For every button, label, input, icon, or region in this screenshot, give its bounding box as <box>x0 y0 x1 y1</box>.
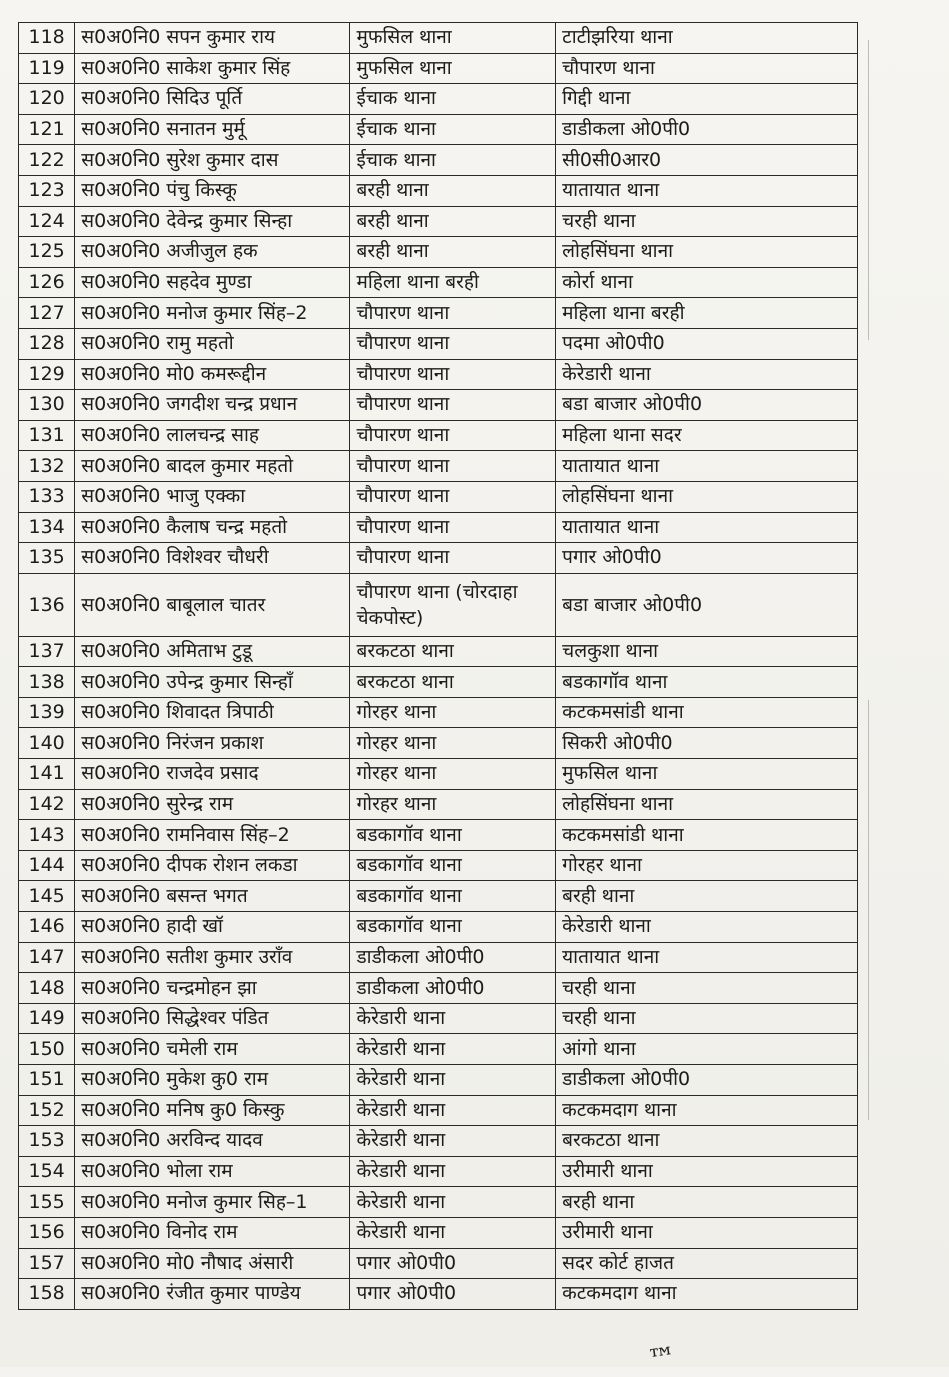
officer-name-cell: स0अ0नि0 मुकेश कु0 राम <box>75 1065 350 1096</box>
from-station-cell: मुफसिल थाना <box>350 23 556 54</box>
from-station-cell: चौपारण थाना <box>350 298 556 329</box>
from-station-cell: बडकागॉव थाना <box>350 820 556 851</box>
to-station-cell: चरही थाना <box>556 1003 858 1034</box>
to-station-cell: यातायात थाना <box>556 175 858 206</box>
serial-number-cell: 133 <box>19 481 75 512</box>
table-row <box>19 1156 858 1187</box>
officer-name-cell: स0अ0नि0 रामु महतो <box>75 328 350 359</box>
table-row <box>19 267 858 298</box>
from-station-cell: बरकटठा थाना <box>350 667 556 698</box>
serial-number-cell: 156 <box>19 1217 75 1248</box>
serial-number-cell: 143 <box>19 820 75 851</box>
from-station-cell: बडकागॉव थाना <box>350 881 556 912</box>
from-station-cell: केरेडारी थाना <box>350 1187 556 1218</box>
officer-name-cell: स0अ0नि0 चमेली राम <box>75 1034 350 1065</box>
table-row <box>19 1217 858 1248</box>
from-station-cell: गोरहर थाना <box>350 728 556 759</box>
officer-name-cell: स0अ0नि0 सपन कुमार राय <box>75 23 350 54</box>
serial-number-cell: 122 <box>19 145 75 176</box>
from-station-cell: चौपारण थाना <box>350 420 556 451</box>
from-station-cell: गोरहर थाना <box>350 789 556 820</box>
table-row <box>19 512 858 543</box>
serial-number-cell: 129 <box>19 359 75 390</box>
from-station-cell: केरेडारी थाना <box>350 1003 556 1034</box>
to-station-cell: बरकटठा थाना <box>556 1126 858 1157</box>
from-station-cell: बरही थाना <box>350 237 556 268</box>
from-station-cell: डाडीकला ओ0पी0 <box>350 942 556 973</box>
table-row <box>19 850 858 881</box>
officer-name-cell: स0अ0नि0 राजदेव प्रसाद <box>75 759 350 790</box>
serial-number-cell: 137 <box>19 636 75 667</box>
officer-name-cell: स0अ0नि0 कैलाष चन्द्र महतो <box>75 512 350 543</box>
table-row <box>19 912 858 943</box>
from-station-cell: ईचाक थाना <box>350 145 556 176</box>
serial-number-cell: 145 <box>19 881 75 912</box>
table-row <box>19 84 858 115</box>
serial-number-cell: 119 <box>19 53 75 84</box>
from-station-cell: पगार ओ0पी0 <box>350 1279 556 1310</box>
table-row <box>19 636 858 667</box>
from-station-cell: चौपारण थाना <box>350 359 556 390</box>
officer-name-cell: स0अ0नि0 लालचन्द्र साह <box>75 420 350 451</box>
serial-number-cell: 120 <box>19 84 75 115</box>
to-station-cell: कटकमदाग थाना <box>556 1279 858 1310</box>
serial-number-cell: 152 <box>19 1095 75 1126</box>
serial-number-cell: 126 <box>19 267 75 298</box>
officer-name-cell: स0अ0नि0 उपेन्द्र कुमार सिन्हाँ <box>75 667 350 698</box>
table-row <box>19 481 858 512</box>
serial-number-cell: 121 <box>19 114 75 145</box>
officer-name-cell: स0अ0नि0 सतीश कुमार उराँव <box>75 942 350 973</box>
from-station-cell: केरेडारी थाना <box>350 1034 556 1065</box>
to-station-cell: सदर कोर्ट हाजत <box>556 1248 858 1279</box>
officer-name-cell: स0अ0नि0 साकेश कुमार सिंह <box>75 53 350 84</box>
officer-name-cell: स0अ0नि0 सुरेश कुमार दास <box>75 145 350 176</box>
serial-number-cell: 136 <box>19 573 75 636</box>
table-row <box>19 298 858 329</box>
from-station-cell: बडकागॉव थाना <box>350 912 556 943</box>
table-row <box>19 1003 858 1034</box>
officer-name-cell: स0अ0नि0 सनातन मुर्मू <box>75 114 350 145</box>
from-station-cell: केरेडारी थाना <box>350 1065 556 1096</box>
to-station-cell: कोर्रा थाना <box>556 267 858 298</box>
table-row <box>19 543 858 574</box>
from-station-cell: चौपारण थाना <box>350 481 556 512</box>
from-station-cell: महिला थाना बरही <box>350 267 556 298</box>
from-station-cell: बरही थाना <box>350 206 556 237</box>
to-station-cell: बडकागॉव थाना <box>556 667 858 698</box>
from-station-cell: चौपारण थाना <box>350 328 556 359</box>
from-station-cell: गोरहर थाना <box>350 697 556 728</box>
serial-number-cell: 139 <box>19 697 75 728</box>
officer-name-cell: स0अ0नि0 अरविन्द यादव <box>75 1126 350 1157</box>
table-row <box>19 237 858 268</box>
to-station-cell: उरीमारी थाना <box>556 1156 858 1187</box>
from-station-cell: पगार ओ0पी0 <box>350 1248 556 1279</box>
serial-number-cell: 124 <box>19 206 75 237</box>
serial-number-cell: 151 <box>19 1065 75 1096</box>
page-edge-shadow <box>868 40 869 340</box>
officer-name-cell: स0अ0नि0 सिद्धेश्वर पंडित <box>75 1003 350 1034</box>
to-station-cell: डाडीकला ओ0पी0 <box>556 1065 858 1096</box>
signature-mark: ™ <box>645 1340 679 1377</box>
to-station-cell: गोरहर थाना <box>556 850 858 881</box>
table-row <box>19 23 858 54</box>
to-station-cell: पगार ओ0पी0 <box>556 543 858 574</box>
to-station-cell: बरही थाना <box>556 1187 858 1218</box>
from-station-cell: डाडीकला ओ0पी0 <box>350 973 556 1004</box>
serial-number-cell: 147 <box>19 942 75 973</box>
table-row <box>19 1187 858 1218</box>
officer-name-cell: स0अ0नि0 भाजु एक्का <box>75 481 350 512</box>
to-station-cell: चौपारण थाना <box>556 53 858 84</box>
serial-number-cell: 125 <box>19 237 75 268</box>
officer-name-cell: स0अ0नि0 भोला राम <box>75 1156 350 1187</box>
to-station-cell: केरेडारी थाना <box>556 359 858 390</box>
officer-name-cell: स0अ0नि0 हादी खॉ <box>75 912 350 943</box>
officer-name-cell: स0अ0नि0 बसन्त भगत <box>75 881 350 912</box>
serial-number-cell: 149 <box>19 1003 75 1034</box>
serial-number-cell: 130 <box>19 390 75 421</box>
serial-number-cell: 118 <box>19 23 75 54</box>
to-station-cell: कटकमसांडी थाना <box>556 697 858 728</box>
officer-name-cell: स0अ0नि0 बाबूलाल चातर <box>75 573 350 636</box>
officer-name-cell: स0अ0नि0 बादल कुमार महतो <box>75 451 350 482</box>
officer-name-cell: स0अ0नि0 रामनिवास सिंह–2 <box>75 820 350 851</box>
to-station-cell: यातायात थाना <box>556 451 858 482</box>
officer-name-cell: स0अ0नि0 मनिष कु0 किस्कु <box>75 1095 350 1126</box>
to-station-cell: पदमा ओ0पी0 <box>556 328 858 359</box>
to-station-cell: महिला थाना बरही <box>556 298 858 329</box>
officer-name-cell: स0अ0नि0 पंचु किस्कू <box>75 175 350 206</box>
table-row <box>19 451 858 482</box>
table-row <box>19 390 858 421</box>
officer-name-cell: स0अ0नि0 दीपक रोशन लकडा <box>75 850 350 881</box>
to-station-cell: बडा बाजार ओ0पी0 <box>556 573 858 636</box>
serial-number-cell: 144 <box>19 850 75 881</box>
officer-name-cell: स0अ0नि0 अजीजुल हक <box>75 237 350 268</box>
serial-number-cell: 138 <box>19 667 75 698</box>
from-station-cell: चौपारण थाना <box>350 390 556 421</box>
table-row <box>19 973 858 1004</box>
to-station-cell: टाटीझरिया थाना <box>556 23 858 54</box>
table-row <box>19 697 858 728</box>
table-row <box>19 881 858 912</box>
serial-number-cell: 134 <box>19 512 75 543</box>
to-station-cell: उरीमारी थाना <box>556 1217 858 1248</box>
table-row <box>19 114 858 145</box>
officer-name-cell: स0अ0नि0 अमिताभ टुडू <box>75 636 350 667</box>
table-row <box>19 1248 858 1279</box>
to-station-cell: कटकमसांडी थाना <box>556 820 858 851</box>
officer-name-cell: स0अ0नि0 जगदीश चन्द्र प्रधान <box>75 390 350 421</box>
to-station-cell: लोहसिंघना थाना <box>556 481 858 512</box>
serial-number-cell: 154 <box>19 1156 75 1187</box>
to-station-cell: केरेडारी थाना <box>556 912 858 943</box>
from-station-cell: चौपारण थाना <box>350 451 556 482</box>
serial-number-cell: 135 <box>19 543 75 574</box>
serial-number-cell: 146 <box>19 912 75 943</box>
table-row <box>19 759 858 790</box>
table-row <box>19 328 858 359</box>
table-row <box>19 420 858 451</box>
table-row <box>19 1279 858 1310</box>
to-station-cell: लोहसिंघना थाना <box>556 789 858 820</box>
table-row <box>19 820 858 851</box>
to-station-cell: चरही थाना <box>556 206 858 237</box>
serial-number-cell: 148 <box>19 973 75 1004</box>
officer-name-cell: स0अ0नि0 मनोज कुमार सिह–1 <box>75 1187 350 1218</box>
to-station-cell: बडा बाजार ओ0पी0 <box>556 390 858 421</box>
officer-name-cell: स0अ0नि0 मो0 नौषाद अंसारी <box>75 1248 350 1279</box>
table-row <box>19 667 858 698</box>
to-station-cell: यातायात थाना <box>556 512 858 543</box>
page-edge-shadow <box>868 700 869 1120</box>
table-row <box>19 789 858 820</box>
table-body <box>19 23 858 1310</box>
officer-name-cell: स0अ0नि0 चन्द्रमोहन झा <box>75 973 350 1004</box>
to-station-cell: यातायात थाना <box>556 942 858 973</box>
serial-number-cell: 150 <box>19 1034 75 1065</box>
serial-number-cell: 158 <box>19 1279 75 1310</box>
to-station-cell: डाडीकला ओ0पी0 <box>556 114 858 145</box>
table-row <box>19 206 858 237</box>
from-station-cell: केरेडारी थाना <box>350 1156 556 1187</box>
serial-number-cell: 132 <box>19 451 75 482</box>
from-station-cell: चौपारण थाना (चोरदाहा चेकपोस्ट) <box>350 573 556 636</box>
serial-number-cell: 131 <box>19 420 75 451</box>
to-station-cell: बरही थाना <box>556 881 858 912</box>
to-station-cell: कटकमदाग थाना <box>556 1095 858 1126</box>
officer-name-cell: स0अ0नि0 निरंजन प्रकाश <box>75 728 350 759</box>
from-station-cell: बरकटठा थाना <box>350 636 556 667</box>
table-row <box>19 1065 858 1096</box>
serial-number-cell: 140 <box>19 728 75 759</box>
to-station-cell: महिला थाना सदर <box>556 420 858 451</box>
table-row <box>19 1034 858 1065</box>
officer-name-cell: स0अ0नि0 सहदेव मुण्डा <box>75 267 350 298</box>
to-station-cell: चलकुशा थाना <box>556 636 858 667</box>
to-station-cell: गिद्दी थाना <box>556 84 858 115</box>
serial-number-cell: 157 <box>19 1248 75 1279</box>
table-row <box>19 573 858 636</box>
to-station-cell: सी0सी0आर0 <box>556 145 858 176</box>
table-row <box>19 175 858 206</box>
from-station-cell: केरेडारी थाना <box>350 1126 556 1157</box>
to-station-cell: लोहसिंघना थाना <box>556 237 858 268</box>
to-station-cell: मुफसिल थाना <box>556 759 858 790</box>
table-row <box>19 728 858 759</box>
table-row <box>19 53 858 84</box>
from-station-cell: मुफसिल थाना <box>350 53 556 84</box>
table-row <box>19 1095 858 1126</box>
officer-name-cell: स0अ0नि0 विनोद राम <box>75 1217 350 1248</box>
officer-name-cell: स0अ0नि0 मनोज कुमार सिंह–2 <box>75 298 350 329</box>
officer-name-cell: स0अ0नि0 मो0 कमरूद्दीन <box>75 359 350 390</box>
serial-number-cell: 128 <box>19 328 75 359</box>
table-row <box>19 942 858 973</box>
table-row <box>19 145 858 176</box>
officer-name-cell: स0अ0नि0 विशेश्वर चौधरी <box>75 543 350 574</box>
officer-name-cell: स0अ0नि0 शिवादत त्रिपाठी <box>75 697 350 728</box>
from-station-cell: चौपारण थाना <box>350 512 556 543</box>
serial-number-cell: 123 <box>19 175 75 206</box>
from-station-cell: बडकागॉव थाना <box>350 850 556 881</box>
table-row <box>19 359 858 390</box>
officer-name-cell: स0अ0नि0 रंजीत कुमार पाण्डेय <box>75 1279 350 1310</box>
to-station-cell: सिकरी ओ0पी0 <box>556 728 858 759</box>
serial-number-cell: 153 <box>19 1126 75 1157</box>
transfer-list-table <box>18 22 858 1310</box>
from-station-cell: ईचाक थाना <box>350 84 556 115</box>
from-station-cell: बरही थाना <box>350 175 556 206</box>
from-station-cell: केरेडारी थाना <box>350 1095 556 1126</box>
serial-number-cell: 141 <box>19 759 75 790</box>
officer-name-cell: स0अ0नि0 सिदिउ पूर्ति <box>75 84 350 115</box>
serial-number-cell: 155 <box>19 1187 75 1218</box>
serial-number-cell: 127 <box>19 298 75 329</box>
from-station-cell: ईचाक थाना <box>350 114 556 145</box>
to-station-cell: आंगो थाना <box>556 1034 858 1065</box>
serial-number-cell: 142 <box>19 789 75 820</box>
from-station-cell: गोरहर थाना <box>350 759 556 790</box>
to-station-cell: चरही थाना <box>556 973 858 1004</box>
from-station-cell: केरेडारी थाना <box>350 1217 556 1248</box>
officer-name-cell: स0अ0नि0 देवेन्द्र कुमार सिन्हा <box>75 206 350 237</box>
from-station-cell: चौपारण थाना <box>350 543 556 574</box>
table-row <box>19 1126 858 1157</box>
officer-name-cell: स0अ0नि0 सुरेन्द्र राम <box>75 789 350 820</box>
